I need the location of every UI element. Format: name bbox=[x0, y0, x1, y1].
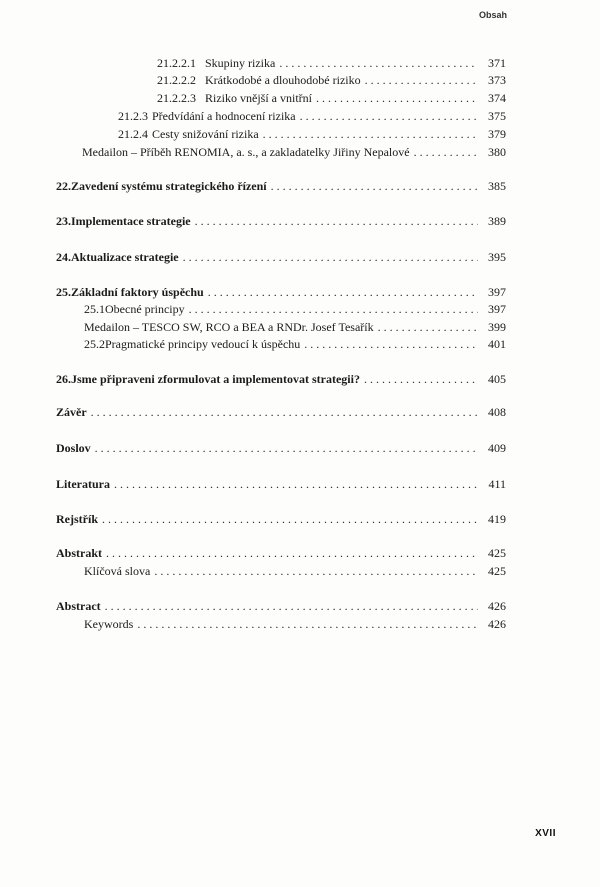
toc-entry[interactable] bbox=[0, 617, 506, 632]
leader-dots bbox=[365, 73, 478, 88]
toc-entry-page: 425 bbox=[488, 546, 506, 560]
toc-entry-number: 21.2.2.3 bbox=[157, 91, 196, 105]
toc-entry-number: 25. bbox=[56, 285, 71, 299]
leader-dots bbox=[279, 56, 478, 71]
toc-entry-title: Obecné principy bbox=[105, 302, 185, 316]
leader-dots bbox=[300, 109, 478, 124]
leader-dots bbox=[364, 372, 478, 387]
toc-chapter[interactable] bbox=[0, 512, 506, 527]
toc-entry-page: 371 bbox=[488, 56, 506, 70]
toc-entry-title: Cesty snižování rizika bbox=[152, 127, 259, 141]
toc-entry-title: Předvídání a hodnocení rizika bbox=[152, 109, 296, 123]
toc-entry-title: Pragmatické principy vedoucí k úspěchu bbox=[105, 337, 301, 351]
leader-dots bbox=[208, 285, 478, 300]
leader-dots bbox=[271, 179, 478, 194]
toc-entry-number: 23. bbox=[56, 214, 71, 228]
toc-entry-page: 397 bbox=[488, 302, 506, 316]
leader-dots bbox=[304, 337, 478, 352]
toc-entry[interactable] bbox=[0, 145, 506, 160]
toc-entry-title: Implementace strategie bbox=[71, 214, 191, 228]
toc-entry-page: 405 bbox=[488, 372, 506, 386]
toc-entry-number: 25.2 bbox=[84, 337, 105, 351]
leader-dots bbox=[378, 320, 478, 335]
toc-entry-number: 24. bbox=[56, 250, 71, 264]
leader-dots bbox=[316, 91, 478, 106]
toc-entry-title: Keywords bbox=[84, 617, 134, 631]
leader-dots bbox=[114, 477, 478, 492]
toc-entry-page: 426 bbox=[488, 617, 506, 631]
toc-entry[interactable] bbox=[0, 564, 506, 579]
leader-dots bbox=[106, 546, 478, 561]
toc-entry-title: Krátkodobé a dlouhodobé riziko bbox=[205, 73, 361, 87]
toc-entry[interactable] bbox=[0, 127, 506, 142]
toc-entry-title: Literatura bbox=[56, 477, 110, 491]
leader-dots bbox=[183, 250, 478, 265]
toc-entry-number: 25.1 bbox=[84, 302, 105, 316]
leader-dots bbox=[154, 564, 478, 579]
toc-entry-page: 385 bbox=[488, 179, 506, 193]
toc-entry-page: 401 bbox=[488, 337, 506, 351]
toc-chapter[interactable] bbox=[0, 285, 506, 300]
toc-chapter[interactable] bbox=[0, 546, 506, 561]
toc-entry-number: 26. bbox=[56, 372, 71, 386]
toc-entry-title: Aktualizace strategie bbox=[71, 250, 179, 264]
toc-entry-page: 389 bbox=[488, 214, 506, 228]
toc-entry-number: 21.2.3 bbox=[118, 109, 148, 123]
toc-entry-page: 426 bbox=[488, 599, 506, 613]
toc-entry-page: 375 bbox=[488, 109, 506, 123]
leader-dots bbox=[95, 441, 478, 456]
leader-dots bbox=[137, 617, 478, 632]
leader-dots bbox=[102, 512, 478, 527]
toc-chapter[interactable] bbox=[0, 599, 506, 614]
toc-chapter[interactable] bbox=[0, 372, 506, 387]
toc-entry[interactable] bbox=[0, 56, 506, 71]
toc-chapter[interactable] bbox=[0, 477, 506, 492]
toc-entry-title: Abstrakt bbox=[56, 546, 103, 560]
toc-chapter[interactable] bbox=[0, 179, 506, 194]
toc-entry[interactable] bbox=[0, 109, 506, 124]
leader-dots bbox=[105, 599, 478, 614]
toc-entry-title: Rejstřík bbox=[56, 512, 98, 526]
toc-entry-title: Zavedení systému strategického řízení bbox=[71, 179, 267, 193]
toc-entry-title: Doslov bbox=[56, 441, 91, 455]
toc-entry-title: Medailon – TESCO SW, RCO a BEA a RNDr. Josef Tesařík bbox=[84, 320, 374, 334]
toc-entry-page: 374 bbox=[488, 91, 506, 105]
toc-entry-page: 411 bbox=[488, 477, 506, 491]
toc-entry-title: Závěr bbox=[56, 405, 87, 419]
toc-entry-title: Základní faktory úspěchu bbox=[71, 285, 204, 299]
toc-entry-page: 409 bbox=[488, 441, 506, 455]
leader-dots bbox=[263, 127, 478, 142]
toc-entry-page: 379 bbox=[488, 127, 506, 141]
toc-entry-number: 21.2.2.2 bbox=[157, 73, 196, 87]
page-number: XVII bbox=[535, 828, 556, 839]
leader-dots bbox=[195, 214, 478, 229]
toc-chapter[interactable] bbox=[0, 441, 506, 456]
toc-entry-page: 373 bbox=[488, 73, 506, 87]
toc-chapter[interactable] bbox=[0, 214, 506, 229]
toc-entry-number: 21.2.2.1 bbox=[157, 56, 196, 70]
toc-chapter[interactable] bbox=[0, 250, 506, 265]
toc-entry-page: 395 bbox=[488, 250, 506, 264]
toc-entry[interactable] bbox=[0, 337, 506, 352]
toc-entry-page: 399 bbox=[488, 320, 506, 334]
leader-dots bbox=[91, 405, 478, 420]
toc-entry[interactable] bbox=[0, 302, 506, 317]
toc-entry-number: 22. bbox=[56, 179, 71, 193]
toc-entry-title: Jsme připraveni zformulovat a implementovat strategii? bbox=[71, 372, 360, 386]
toc-entry-page: 419 bbox=[488, 512, 506, 526]
toc-entry-title: Klíčová slova bbox=[84, 564, 151, 578]
toc-entry-page: 425 bbox=[488, 564, 506, 578]
toc-entry-page: 397 bbox=[488, 285, 506, 299]
toc-entry-page: 408 bbox=[488, 405, 506, 419]
toc-entry[interactable] bbox=[0, 320, 506, 335]
toc-chapter[interactable] bbox=[0, 405, 506, 420]
running-header: Obsah bbox=[478, 10, 507, 20]
toc-entry[interactable] bbox=[0, 91, 506, 106]
toc-entry-number: 21.2.4 bbox=[118, 127, 148, 141]
toc-entry-title: Riziko vnější a vnitřní bbox=[205, 91, 312, 105]
leader-dots bbox=[414, 145, 478, 160]
toc-entry-title: Abstract bbox=[56, 599, 101, 613]
leader-dots bbox=[189, 302, 478, 317]
toc-entry-title: Medailon – Příběh RENOMIA, a. s., a zakladatelky Jiřiny Nepalové bbox=[82, 145, 410, 159]
toc-entry-title: Skupiny rizika bbox=[205, 56, 276, 70]
toc-entry-page: 380 bbox=[488, 145, 506, 159]
toc-entry[interactable] bbox=[0, 73, 506, 88]
